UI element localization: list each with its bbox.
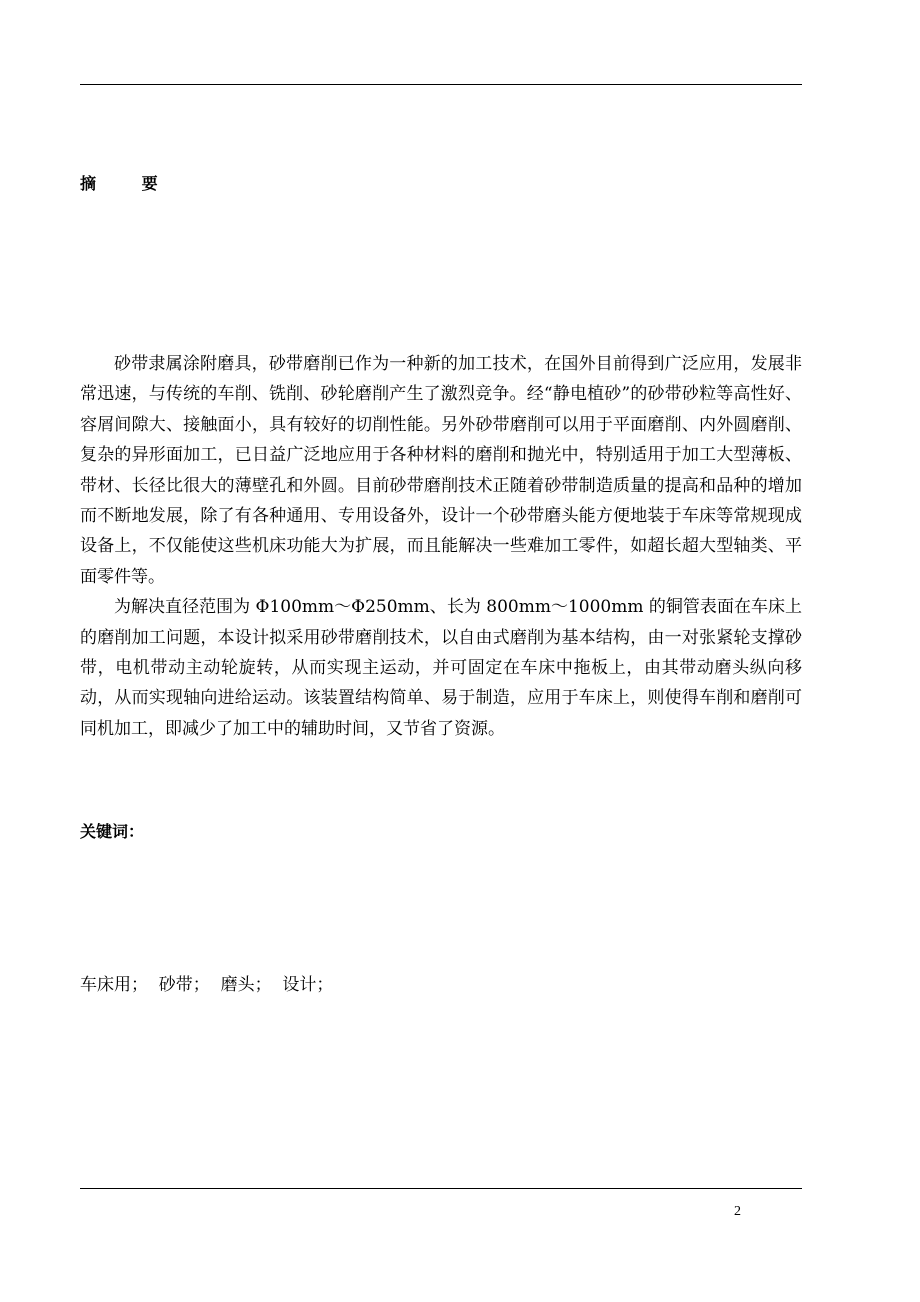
abstract-heading: 摘 要 bbox=[80, 174, 178, 193]
abstract-paragraph-2: 为解决直径范围为 Φ100mm～Φ250mm、长为 800mm～1000mm 的铜管表面在车床上的磨削加工问题，本设计拟采用砂带磨削技术，以自由式磨削为基本结构，由一对张紧轮支撑砂带，电机带动主动轮旋转，从而实现主运动，并可固定在车床中拖板上，由其带动磨头纵向移动，从而实现轴向进给运动。该装置结构简单、易于制造，应用于车床上，则使得车削和磨削可同机加工，即减少了加工中的辅助时间，又节省了资源。 bbox=[80, 597, 802, 739]
header-rule bbox=[80, 84, 802, 85]
abstract-body bbox=[80, 349, 802, 744]
abstract-paragraph-1: 砂带隶属涂附磨具，砂带磨削已作为一种新的加工技术，在国外目前得到广泛应用，发展非常迅速，与传统的车削、铣削、砂轮磨削产生了激烈竞争。经“静电植砂”的砂带砂粒等高性好、容屑间隙大、接触面小，具有较好的切削性能。另外砂带磨削可以用于平面磨削、内外圆磨削、复杂的异形面加工，已日益广泛地应用于各种材料的磨削和抛光中，特别适用于加工大型薄板、带材、长径比很大的薄壁孔和外圆。目前砂带磨削技术正随着砂带制造质量的提高和品种的增加而不断地发展，除了有各种通用、专用设备外，设计一个砂带磨头能方便地装于车床等常规现成设备上，不仅能使这些机床功能大为扩展，而且能解决一些难加工零件，如超长超大型轴类、平面零件等。 bbox=[80, 354, 802, 587]
footer-rule bbox=[80, 1188, 802, 1189]
keywords-heading: 关键词： bbox=[80, 822, 145, 841]
keywords-list: 车床用； 砂带； 磨头； 设计； bbox=[80, 975, 334, 995]
page-number: 2 bbox=[734, 1204, 741, 1219]
